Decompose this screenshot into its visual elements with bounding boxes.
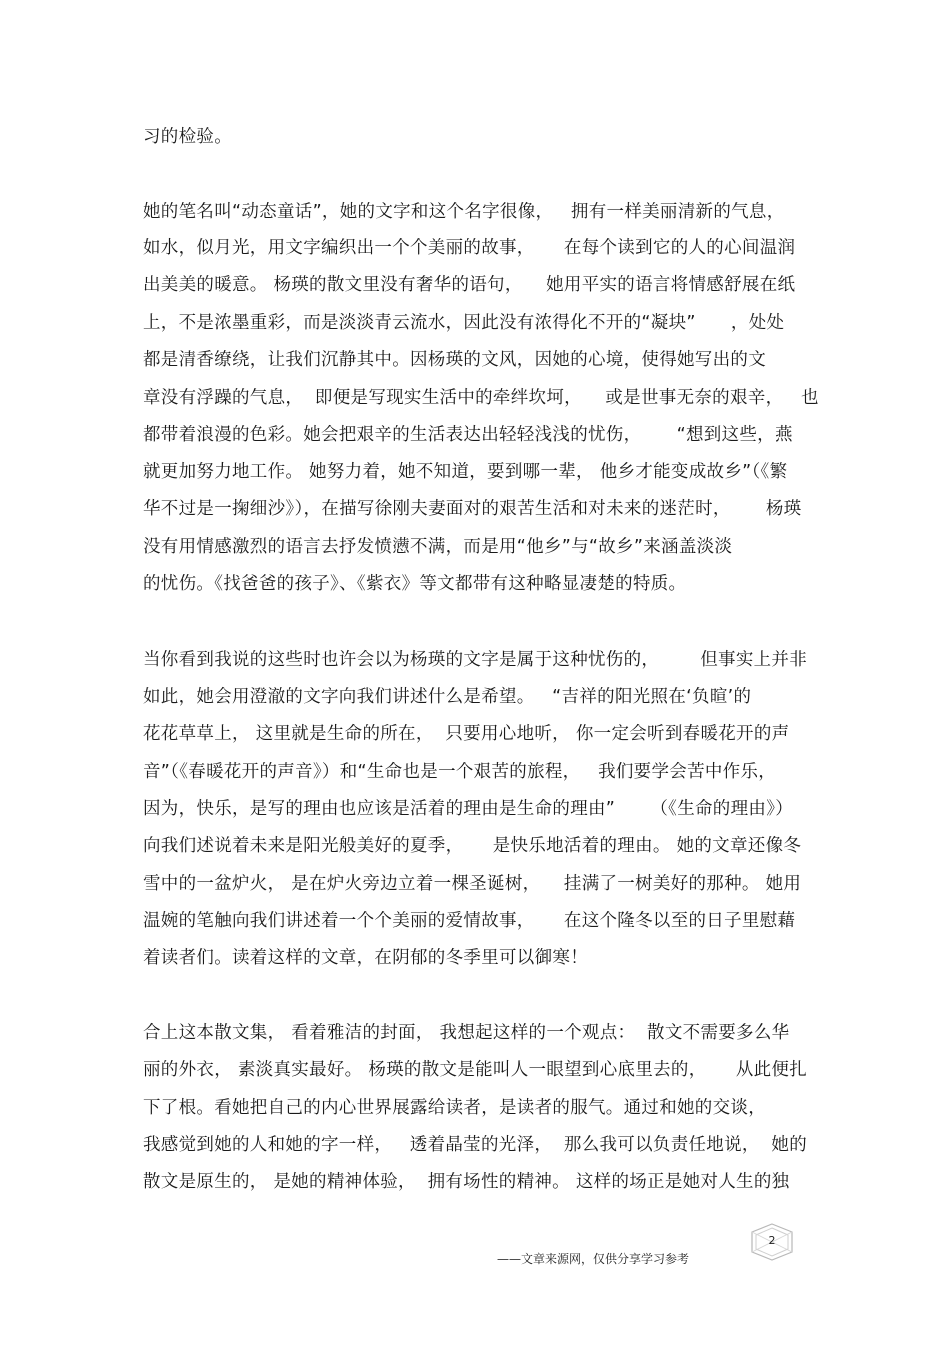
text-line: 她的笔名叫“动态童话”，她的文字和这个名字很像， 拥有一样美丽清新的气息， [143,202,785,222]
text-line: 合上这本散文集， 看着雅洁的封面， 我想起这样的一个观点： 散文不需要多么华 [143,1023,790,1043]
text-line: 都带着浪漫的色彩。她会把艰辛的生活表达出轻轻浅浅的忧伤， “想到这些，燕 [143,425,793,445]
text-line: 章没有浮躁的气息， 即便是写现实生活中的牵绊坎坷， 或是世事无奈的艰辛， 也 [143,388,819,408]
text-line: 雪中的一盆炉火， 是在炉火旁边立着一棵圣诞树， 挂满了一树美好的那种。 她用 [143,874,802,894]
text-line: 我感觉到她的人和她的字一样， 透着晶莹的光泽， 那么我可以负责任地说， 她的 [143,1135,808,1155]
text-line: 下了根。看她把自己的内心世界展露给读者，是读者的服气。通过和她的交谈， [143,1098,766,1118]
text-line: 就更加努力地工作。 她努力着，她不知道，要到哪一辈， 他乡才能变成故乡”（《繁 [143,462,788,482]
text-line: 习的检验。 [143,127,232,147]
text-line: 着读者们。读着这样的文章，在阴郁的冬季里可以御寒！ [143,948,588,968]
text-line: 都是清香缭绕，让我们沉静其中。因杨瑛的文风，因她的心境，使得她写出的文 [143,350,766,370]
text-line: 如水，似月光，用文字编织出一个个美丽的故事， 在每个读到它的人的心间温润 [143,238,796,258]
text-line: 花花草草上， 这里就是生命的所在， 只要用心地听， 你一定会听到春暖花开的声 [143,724,790,744]
text-line: 温婉的笔触向我们讲述着一个个美丽的爱情故事， 在这个隆冬以至的日子里慰藉 [143,911,796,931]
text-line: 丽的外衣， 素淡真实最好。 杨瑛的散文是能叫人一眼望到心底里去的， 从此便扎 [143,1060,808,1080]
text-line: 散文是原生的， 是她的精神体验， 拥有场性的精神。 这样的场正是她对人生的独 [143,1172,790,1192]
text-line: 因为，快乐，是写的理由也应该是活着的理由是生命的理由” （《生命的理由》） [143,799,794,819]
text-line: 音”（《春暖花开的声音》）和“生命也是一个艰苦的旅程， 我们要学会苦中作乐， [143,762,777,782]
text-line: 的忧伤。《找爸爸的孩子》、《紫衣》等文都带有这种略显凄楚的特质。 [143,574,687,594]
text-line: 没有用情感激烈的语言去抒发愤懑不满，而是用“他乡”与“故乡”来涵盖淡淡 [143,537,733,557]
page-number: 2 [768,1234,776,1247]
text-line: 出美美的暖意。 杨瑛的散文里没有奢华的语句， 她用平实的语言将情感舒展在纸 [143,275,796,295]
text-line: 当你看到我说的这些时也许会以为杨瑛的文字是属于这种忧伤的， 但事实上并非 [143,650,808,670]
text-line: 华不过是一掬细沙》），在描写徐刚夫妻面对的艰苦生活和对未来的迷茫时， 杨瑛 [143,499,802,519]
text-line: 上，不是浓墨重彩，而是淡淡青云流水，因此没有浓得化不开的“凝块” ，处处 [143,313,785,333]
text-line: 向我们述说着未来是阳光般美好的夏季， 是快乐地活着的理由。 她的文章还像冬 [143,836,802,856]
footer-note: ——文章来源网，仅供分享学习参考 [497,1252,690,1266]
text-line: 如此，她会用澄澈的文字向我们讲述什么是希望。 “吉祥的阳光照在‘负暄’的 [143,687,752,707]
